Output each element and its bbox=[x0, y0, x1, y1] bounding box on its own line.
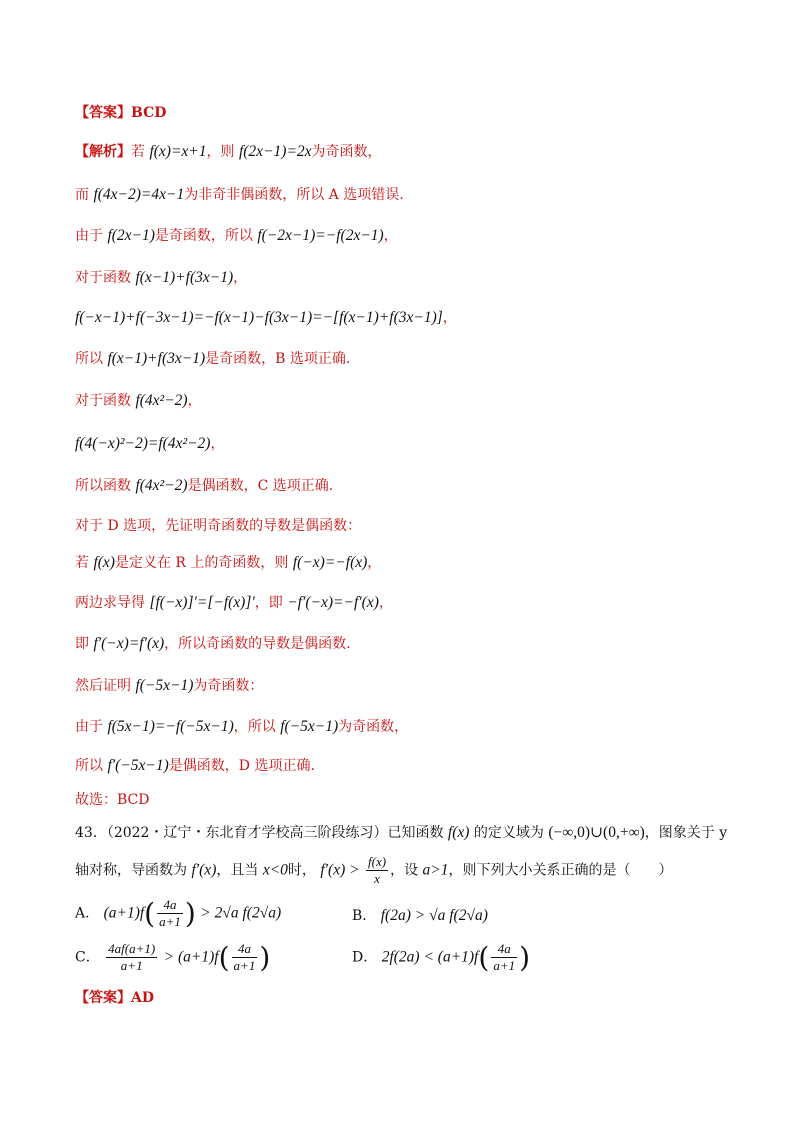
math: [f(−x)]′=[−f(x)]′ bbox=[149, 594, 255, 611]
math: f(5x−1)=−f(−5x−1) bbox=[107, 718, 234, 735]
text: 是奇函数，所以 bbox=[154, 228, 253, 244]
question-line-1 bbox=[75, 823, 727, 843]
math: f(2x−1)=2x bbox=[238, 143, 312, 160]
math: f(−5x−1) bbox=[280, 718, 339, 735]
text: ，设 bbox=[390, 862, 419, 879]
math: > (a+1)f bbox=[163, 948, 219, 966]
answer-line bbox=[75, 103, 166, 123]
question-line-2 bbox=[75, 854, 673, 887]
text: ，所以 bbox=[233, 719, 276, 735]
paren: ) bbox=[519, 941, 531, 974]
math: f(−2x−1)=−f(2x−1) bbox=[257, 227, 384, 244]
math: (−∞,0)∪(0,+∞) bbox=[548, 824, 645, 841]
option-label: A． bbox=[75, 905, 100, 922]
math: a>1 bbox=[422, 861, 449, 879]
math: f(4x²−2) bbox=[135, 392, 188, 409]
fraction bbox=[106, 941, 157, 974]
text: ，且当 bbox=[216, 862, 259, 879]
text: 所以 bbox=[75, 758, 103, 774]
option-a bbox=[75, 897, 281, 930]
math: f(x) bbox=[447, 824, 470, 841]
text: 为奇函数： bbox=[193, 678, 264, 694]
solution-line-11 bbox=[75, 553, 381, 573]
text: 是奇函数，B 选项正确. bbox=[205, 351, 351, 367]
option-d bbox=[352, 941, 530, 974]
option-b bbox=[352, 905, 488, 925]
fraction bbox=[232, 941, 258, 974]
text: ， bbox=[442, 310, 457, 326]
fraction bbox=[491, 941, 517, 974]
denominator: x bbox=[374, 871, 380, 886]
math: f(−x−1)+f(−3x−1)=−f(x−1)−f(3x−1)=−[f(x−1)+f(3x−1)] bbox=[75, 309, 443, 326]
option-label: B． bbox=[352, 908, 377, 924]
text: 对于函数 bbox=[75, 393, 131, 409]
solution-line-3 bbox=[75, 226, 398, 246]
text: 即 bbox=[75, 636, 89, 652]
math: f(x−1)+f(3x−1) bbox=[107, 350, 206, 367]
text: 对于 D 选项，先证明奇函数的导数是偶函数： bbox=[75, 518, 362, 534]
solution-line-10 bbox=[75, 516, 361, 536]
solution-line-9 bbox=[75, 476, 333, 496]
solution-line-4 bbox=[75, 268, 247, 288]
solution-line-6 bbox=[75, 349, 350, 369]
paren: ( bbox=[478, 941, 490, 974]
answer-line-2 bbox=[75, 988, 154, 1008]
numerator: 4a bbox=[232, 941, 258, 958]
math: f(−5x−1) bbox=[135, 677, 194, 694]
text: 若 bbox=[131, 144, 145, 160]
math: f(x)=x+1 bbox=[149, 143, 207, 160]
option-c bbox=[75, 941, 270, 974]
text: 所以 bbox=[75, 351, 103, 367]
math: −f′(−x)=−f′(x) bbox=[287, 594, 379, 611]
answer-tag: 【答案】 bbox=[75, 990, 131, 1006]
text: 由于 bbox=[75, 228, 103, 244]
math: f′(−x)=f′(x) bbox=[93, 635, 165, 652]
text: ， bbox=[187, 393, 202, 409]
text: 两边求导得 bbox=[75, 595, 145, 611]
fraction bbox=[157, 897, 183, 930]
solution-tag: 【解析】 bbox=[75, 144, 131, 160]
option-label: D． bbox=[352, 949, 378, 966]
math: f′(−5x−1) bbox=[107, 757, 169, 774]
denominator: a+1 bbox=[493, 958, 516, 973]
text: ，即 bbox=[254, 595, 283, 611]
text: ， bbox=[378, 595, 393, 611]
text: ，图象关于 y bbox=[644, 825, 728, 841]
math: f′(x) > bbox=[320, 861, 360, 879]
math: f(2x−1) bbox=[107, 227, 155, 244]
denominator: a+1 bbox=[233, 958, 256, 973]
math: (a+1)f bbox=[103, 904, 145, 922]
text: 43．（2022・辽宁・东北育才学校高三阶段练习）已知函数 bbox=[75, 825, 444, 841]
answer-value: BCD bbox=[131, 105, 167, 121]
math: f(−x)=−f(x) bbox=[292, 554, 368, 571]
math: f(4x²−2) bbox=[135, 477, 188, 494]
text: 所以函数 bbox=[75, 478, 131, 494]
math: f(x−1)+f(3x−1) bbox=[135, 269, 234, 286]
math: f(4x−2)=4x−1 bbox=[93, 186, 185, 203]
numerator: f(x) bbox=[368, 854, 387, 869]
text: ，所以奇函数的导数是偶函数. bbox=[164, 636, 351, 652]
text: 时， bbox=[287, 862, 316, 879]
text: 轴对称，导函数为 bbox=[75, 862, 187, 879]
solution-line-1 bbox=[75, 142, 382, 162]
text: 为奇函数， bbox=[338, 719, 409, 735]
text: 是偶函数，C 选项正确. bbox=[187, 478, 334, 494]
math: f′(x) bbox=[191, 861, 217, 879]
text: 然后证明 bbox=[75, 678, 131, 694]
denominator: a+1 bbox=[120, 958, 143, 973]
solution-line-7 bbox=[75, 391, 202, 411]
solution-line-17 bbox=[75, 790, 149, 810]
solution-line-8 bbox=[75, 434, 224, 454]
paren: ( bbox=[144, 897, 156, 930]
paren: ) bbox=[184, 897, 196, 930]
denominator: a+1 bbox=[159, 914, 181, 929]
text: 由于 bbox=[75, 719, 103, 735]
solution-line-14 bbox=[75, 676, 263, 696]
text: 的定义域为 bbox=[473, 825, 544, 841]
solution-line-5 bbox=[75, 308, 457, 328]
text: ， bbox=[367, 555, 382, 571]
text: 为奇函数， bbox=[311, 144, 382, 160]
text: ， bbox=[233, 270, 248, 286]
text: 而 bbox=[75, 187, 89, 203]
math: f(4(−x)²−2)=f(4x²−2) bbox=[75, 435, 211, 452]
math: > 2√a f(2√a) bbox=[200, 904, 282, 922]
math: f(x) bbox=[93, 554, 115, 571]
text: 对于函数 bbox=[75, 270, 131, 286]
option-label: C． bbox=[75, 949, 100, 966]
text: ， bbox=[383, 228, 398, 244]
text: 故选：BCD bbox=[75, 792, 150, 808]
text: ，则下列大小关系正确的是（ ） bbox=[448, 862, 673, 879]
numerator: 4a bbox=[157, 897, 183, 914]
numerator: 4a bbox=[491, 941, 517, 958]
text: 为非奇非偶函数，所以 A 选项错误. bbox=[184, 187, 404, 203]
solution-line-16 bbox=[75, 756, 315, 776]
math: f(2a) > √a f(2√a) bbox=[380, 907, 488, 924]
numerator: 4af(a+1) bbox=[108, 941, 156, 956]
answer-tag: 【答案】 bbox=[75, 105, 131, 121]
solution-line-2 bbox=[75, 185, 404, 205]
text: 是定义在 R 上的奇函数，则 bbox=[114, 555, 289, 571]
math: 2f(2a) < (a+1)f bbox=[381, 948, 479, 966]
paren: ) bbox=[259, 941, 271, 974]
solution-line-15 bbox=[75, 717, 408, 737]
math: x<0 bbox=[262, 861, 288, 879]
solution-line-12 bbox=[75, 593, 393, 613]
text: ，则 bbox=[206, 144, 235, 160]
fraction bbox=[366, 854, 388, 887]
text: 若 bbox=[75, 555, 89, 571]
text: 是偶函数，D 选项正确. bbox=[168, 758, 315, 774]
answer-value: AD bbox=[131, 990, 155, 1006]
paren: ( bbox=[218, 941, 230, 974]
text: ， bbox=[210, 436, 225, 452]
solution-line-13 bbox=[75, 634, 351, 654]
